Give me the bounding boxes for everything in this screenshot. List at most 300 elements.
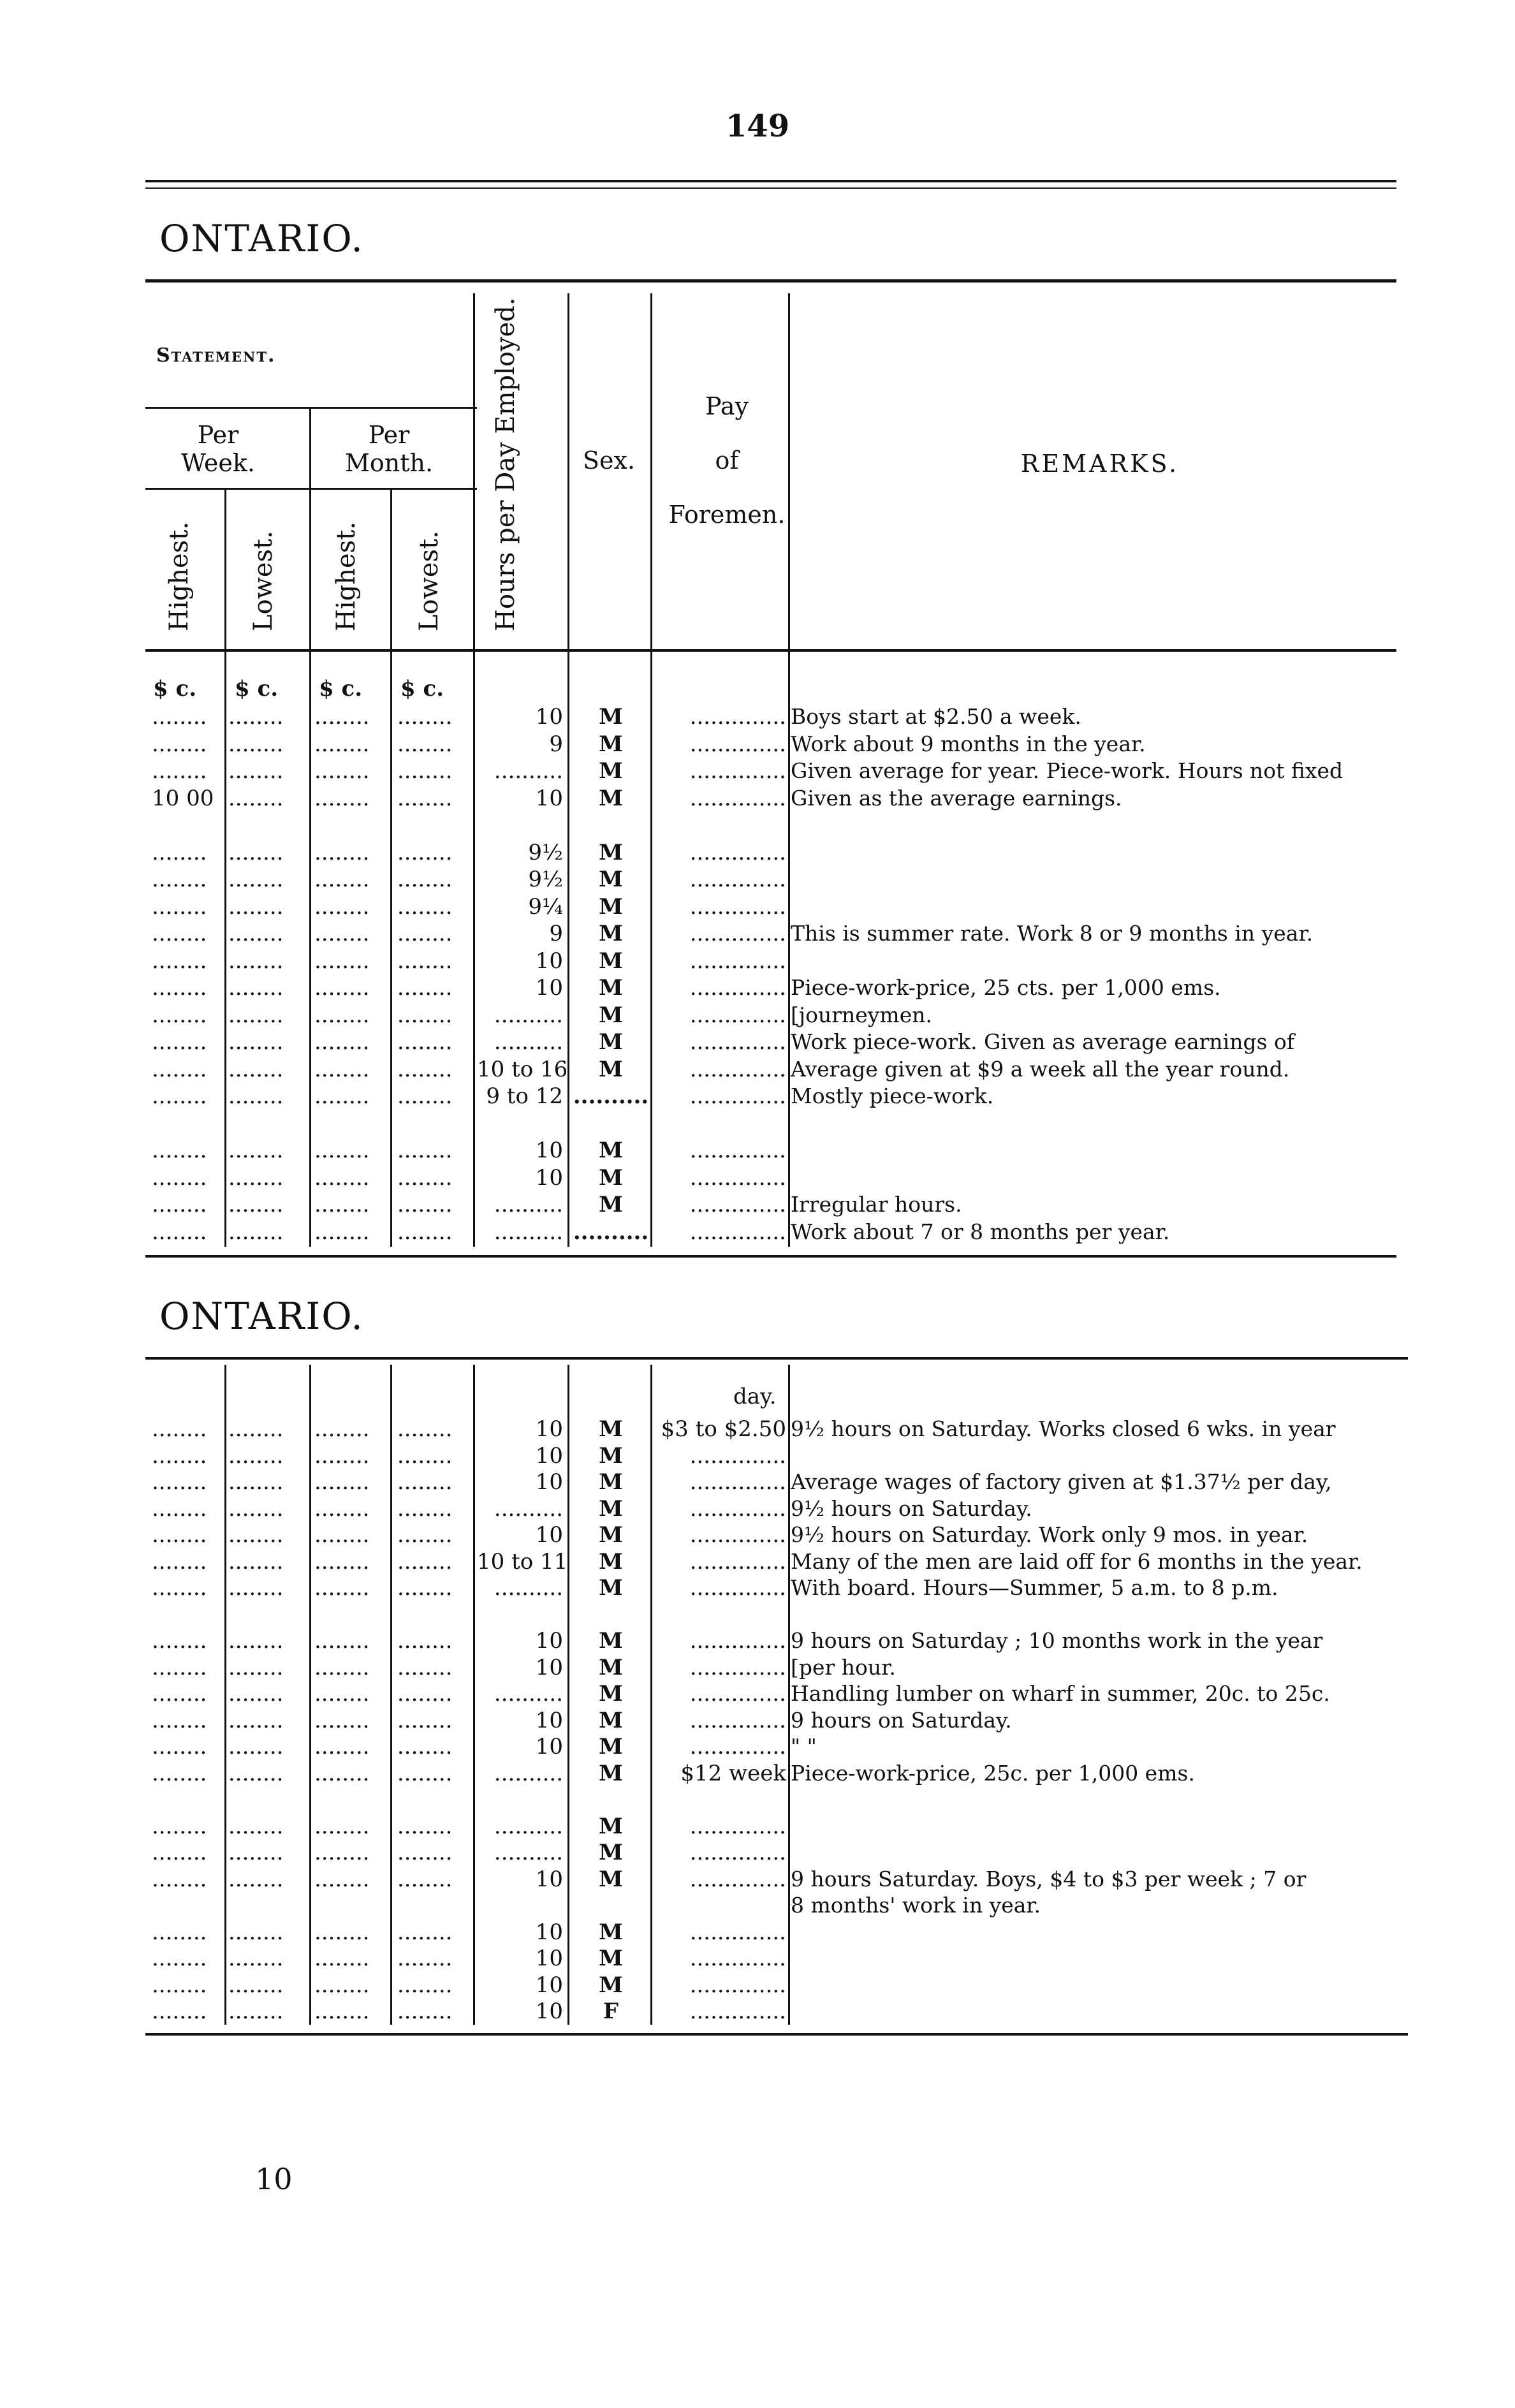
sex-cell: M — [599, 1760, 623, 1786]
highest-month-cell: ........ — [314, 893, 370, 920]
sex-cell: M — [599, 1628, 623, 1654]
section1-bottom-rule — [145, 1255, 1396, 1258]
highest-week-cell: ........ — [152, 1495, 207, 1522]
remark-cell — [791, 867, 1403, 892]
lowest-week-cell: ........ — [228, 1919, 284, 1945]
foreman-pay-cell: .............. — [689, 1919, 786, 1945]
table-row — [145, 1220, 1402, 1244]
table-row — [145, 1166, 1402, 1190]
highest-week-cell — [152, 813, 228, 837]
sex-cell: M — [599, 1056, 623, 1082]
table-row — [145, 1893, 1402, 1918]
remark-cell: Average given at $9 a week all the year round. — [791, 1056, 1290, 1082]
hours-cell: .......... — [494, 1029, 563, 1055]
remark-cell — [791, 1946, 1403, 1971]
lowest-month-cell: ........ — [397, 1056, 453, 1082]
table-row — [145, 1708, 1402, 1733]
highest-month-cell: ........ — [314, 1083, 370, 1109]
highest-month-cell — [314, 1603, 394, 1627]
sex-cell: M — [599, 1029, 623, 1055]
unit-label: $ c. — [153, 676, 197, 701]
hours-cell: .......... — [494, 1760, 563, 1786]
sex-cell: M — [599, 1972, 623, 1998]
lowest-week-cell: ........ — [228, 704, 284, 730]
sex-cell — [569, 813, 652, 837]
hours-cell: 9½ — [528, 867, 563, 892]
lowest-week-cell: ........ — [228, 1866, 284, 1892]
foreman-pay-cell: .............. — [689, 1138, 786, 1163]
foreman-pay-cell — [655, 1788, 786, 1812]
section2-bottom-rule — [145, 2033, 1408, 2036]
foreman-pay-cell: .............. — [689, 1946, 786, 1971]
foreman-pay-cell: .............. — [689, 1628, 786, 1654]
highest-month-cell: ........ — [314, 1138, 370, 1163]
top-rule — [145, 180, 1396, 182]
sex-cell: M — [599, 1919, 623, 1945]
remark-cell: Boys start at $2.50 a week. — [791, 704, 1081, 729]
foreman-pay-cell: .............. — [689, 1734, 786, 1759]
lowest-week-cell: ........ — [228, 731, 284, 757]
hours-cell: 10 — [535, 1522, 563, 1548]
highest-week-cell: ........ — [152, 1219, 207, 1245]
hours-cell: 9¼ — [528, 893, 563, 920]
highest-week-cell: ........ — [152, 1813, 207, 1839]
highest-month-cell: ........ — [314, 1056, 370, 1082]
foreman-pay-cell: .............. — [689, 704, 786, 730]
foreman-pay-cell: .............. — [689, 1813, 786, 1839]
lowest-month-cell: ........ — [397, 1813, 453, 1839]
highest-week-cell: ........ — [152, 1056, 207, 1082]
highest-week-cell: ........ — [152, 1866, 207, 1892]
sex-cell: M — [599, 1548, 623, 1575]
table-row — [145, 1946, 1402, 1971]
remark-cell: 9 hours on Saturday. — [791, 1707, 1012, 1733]
lowest-week-cell: ........ — [228, 1522, 284, 1548]
highest-week-cell: ........ — [152, 1946, 207, 1971]
lowest-week-cell — [228, 1788, 311, 1812]
foreman-pay-cell: .............. — [689, 1083, 786, 1109]
lowest-month-cell: ........ — [397, 1522, 453, 1548]
lowest-week-cell: ........ — [228, 1734, 284, 1759]
lowest-month-cell: ........ — [397, 1469, 453, 1495]
highest-week-cell — [152, 1603, 228, 1627]
highest-week-cell: 10 00 — [152, 785, 214, 811]
table-row — [145, 1523, 1402, 1547]
remark-cell: 8 months' work in year. — [791, 1893, 1041, 1918]
highest-week-cell: ........ — [152, 1416, 207, 1442]
remarks-header: REMARKS. — [1020, 450, 1180, 478]
remark-cell: Mostly piece-work. — [791, 1083, 994, 1108]
unit-label: $ c. — [400, 676, 444, 701]
remark-cell — [791, 813, 1403, 837]
remark-cell: With board. Hours—Summer, 5 a.m. to 8 p.m. — [791, 1575, 1278, 1600]
highest-week-cell: ........ — [152, 1469, 207, 1495]
lowest-month-cell: ........ — [397, 1192, 453, 1217]
highest-week-cell: ........ — [152, 1760, 207, 1786]
highest-week-cell: ........ — [152, 921, 207, 946]
foreman-pay-cell: .............. — [689, 1575, 786, 1601]
remark-cell: 9 hours on Saturday ; 10 months work in the year — [791, 1628, 1323, 1653]
remark-cell — [791, 1138, 1403, 1163]
lowest-month-cell: ........ — [397, 1029, 453, 1055]
highest-month-cell: ........ — [314, 1681, 370, 1707]
foreman-pay-cell: .............. — [689, 1522, 786, 1548]
highest-month-cell: ........ — [314, 1999, 370, 2024]
remark-cell: Work about 7 or 8 months per year. — [791, 1219, 1170, 1244]
table-row — [145, 921, 1402, 946]
table-row — [145, 759, 1402, 783]
foreman-pay-cell: .............. — [689, 1654, 786, 1680]
highest-month-cell: ........ — [314, 839, 370, 865]
lowest-week-cell: ........ — [228, 1760, 284, 1786]
sex-cell: M — [599, 893, 623, 920]
subcol-rule — [145, 488, 477, 490]
lowest-month-cell: ........ — [397, 1443, 453, 1469]
lowest-week-cell: ........ — [228, 1840, 284, 1865]
table-row — [145, 705, 1402, 729]
lowest-week-cell: ........ — [228, 1495, 284, 1522]
foreman-pay-cell: .............. — [689, 1707, 786, 1733]
remark-cell — [791, 1444, 1403, 1468]
table-row — [145, 1788, 1402, 1812]
lowest-month-cell: ........ — [397, 731, 453, 757]
table-row — [145, 1550, 1402, 1574]
hours-cell: 10 — [535, 975, 563, 1001]
lowest-week-cell — [228, 1893, 311, 1918]
hours-cell: 10 — [535, 1999, 563, 2024]
highest-month-cell: ........ — [314, 1164, 370, 1191]
highest-month-cell: ........ — [314, 921, 370, 946]
foreman-pay-cell: .............. — [689, 839, 786, 865]
foreman-pay-cell: $12 week — [680, 1760, 786, 1786]
highest-month-cell: ........ — [314, 1628, 370, 1654]
table-row — [145, 786, 1402, 811]
table-row — [145, 813, 1402, 837]
section-title: ONTARIO. — [159, 217, 364, 260]
table-row — [145, 1999, 1402, 2023]
hours-cell: .......... — [494, 1575, 563, 1601]
remark-cell — [791, 1973, 1403, 1997]
header-bottom-rule — [145, 649, 1396, 652]
lowest-month-cell: ........ — [397, 1681, 453, 1707]
unit-label: $ c. — [235, 676, 279, 701]
foreman-pay-cell: .............. — [689, 948, 786, 974]
sex-cell: M — [599, 1946, 623, 1971]
table-row — [145, 1193, 1402, 1217]
table-row — [145, 1656, 1402, 1680]
highest-month-cell: ........ — [314, 1575, 370, 1601]
lowest-month-cell: ........ — [397, 1866, 453, 1892]
hours-cell: 10 — [535, 1866, 563, 1892]
table-row — [145, 1761, 1402, 1786]
remark-cell: Handling lumber on wharf in summer, 20c. to 25c. — [791, 1681, 1330, 1706]
sex-cell: M — [599, 1002, 623, 1028]
remark-cell: This is summer rate. Work 8 or 9 months in year. — [791, 921, 1314, 946]
lowest-week-cell: ........ — [228, 1029, 284, 1055]
sex-cell: M — [599, 1575, 623, 1601]
remark-cell — [791, 1112, 1403, 1136]
highest-month-cell: ........ — [314, 1443, 370, 1469]
lowest-month-cell: ........ — [397, 1164, 453, 1191]
lowest-week-cell: ........ — [228, 1192, 284, 1217]
lowest-week-cell: ........ — [228, 1164, 284, 1191]
remark-cell: 9 hours Saturday. Boys, $4 to $3 per week ; 7 or — [791, 1866, 1306, 1891]
highest-week-cell: ........ — [152, 1083, 207, 1109]
lowest-week-cell: ........ — [228, 867, 284, 892]
highest-week-cell: ........ — [152, 948, 207, 974]
highest-week-cell: ........ — [152, 1002, 207, 1028]
table-row — [145, 1417, 1402, 1441]
highest-month-cell: ........ — [314, 1734, 370, 1759]
hours-cell: 10 — [535, 1469, 563, 1495]
lowest-month-cell: ........ — [397, 893, 453, 920]
sex-cell: M — [599, 758, 623, 784]
highest-week-cell — [152, 1893, 228, 1918]
highest-month-label: Highest. — [332, 521, 361, 631]
lowest-week-cell: ........ — [228, 1628, 284, 1654]
foreman-pay-cell — [655, 1893, 786, 1918]
remark-cell: 9½ hours on Saturday. — [791, 1495, 1032, 1521]
hours-cell: 10 — [535, 1707, 563, 1733]
foreman-pay-cell — [655, 813, 786, 837]
lowest-week-cell: ........ — [228, 1416, 284, 1442]
highest-month-cell — [314, 1788, 394, 1812]
foreman-pay-cell — [655, 1603, 786, 1627]
section2-top-rule — [145, 1357, 1408, 1360]
lowest-week-cell: ........ — [228, 1002, 284, 1028]
highest-week-cell: ........ — [152, 1138, 207, 1163]
lowest-week-cell — [228, 1112, 311, 1136]
hours-cell: 10 — [535, 1443, 563, 1469]
highest-month-cell: ........ — [314, 948, 370, 974]
lowest-month-cell: ........ — [397, 758, 453, 784]
hours-cell — [477, 1893, 563, 1918]
lowest-month-cell: ........ — [397, 1548, 453, 1575]
lowest-month-cell: ........ — [397, 1760, 453, 1786]
remark-cell: [per hour. — [791, 1654, 896, 1680]
lowest-week-cell: ........ — [228, 1083, 284, 1109]
hours-cell: .......... — [494, 758, 563, 784]
highest-week-cell — [152, 1788, 228, 1812]
highest-month-cell: ........ — [314, 1219, 370, 1245]
highest-week-cell: ........ — [152, 1522, 207, 1548]
lowest-week-cell: ........ — [228, 1219, 284, 1245]
highest-month-cell: ........ — [314, 1416, 370, 1442]
highest-week-cell: ........ — [152, 1999, 207, 2024]
remark-cell: Piece-work-price, 25c. per 1,000 ems. — [791, 1760, 1195, 1786]
foreman-pay-cell: .............. — [689, 1029, 786, 1055]
table-row — [145, 1973, 1402, 1997]
foreman-pay-cell: .............. — [689, 731, 786, 757]
sex-cell: M — [599, 1469, 623, 1495]
lowest-month-cell: ........ — [397, 839, 453, 865]
highest-month-cell: ........ — [314, 1654, 370, 1680]
hours-cell: 10 — [535, 1972, 563, 1998]
page-number: 149 — [725, 108, 790, 144]
hours-cell: 10 to 11 — [477, 1548, 568, 1575]
lowest-week-cell: ........ — [228, 975, 284, 1001]
highest-week-cell: ........ — [152, 1681, 207, 1707]
hours-cell: 10 — [535, 948, 563, 974]
hours-cell: 9½ — [528, 839, 563, 865]
foreman-pay-cell: .............. — [689, 1443, 786, 1469]
highest-week-cell: ........ — [152, 1029, 207, 1055]
foreman-pay-cell: .............. — [689, 1002, 786, 1028]
highest-month-cell: ........ — [314, 1002, 370, 1028]
highest-week-cell: ........ — [152, 1919, 207, 1945]
sex-cell: M — [599, 1164, 623, 1191]
highest-week-cell: ........ — [152, 1548, 207, 1575]
remark-cell — [791, 949, 1403, 973]
highest-month-cell: ........ — [314, 1840, 370, 1865]
table-row — [145, 1138, 1402, 1163]
foreman-pay-cell: .............. — [689, 1164, 786, 1191]
highest-month-cell: ........ — [314, 1866, 370, 1892]
highest-week-cell: ........ — [152, 839, 207, 865]
highest-week-cell: ........ — [152, 731, 207, 757]
lowest-week-cell: ........ — [228, 758, 284, 784]
highest-week-cell: ........ — [152, 1164, 207, 1191]
highest-week-cell: ........ — [152, 758, 207, 784]
remark-cell: " " — [791, 1734, 817, 1759]
sex-cell: M — [599, 1416, 623, 1442]
table-row — [145, 976, 1402, 1000]
highest-week-cell: ........ — [152, 1443, 207, 1469]
lowest-month-cell: ........ — [397, 704, 453, 730]
sex-header: Sex. — [582, 446, 636, 474]
foreman-pay-cell: .............. — [689, 1469, 786, 1495]
lowest-month-cell: ........ — [397, 1999, 453, 2024]
hours-cell — [477, 1112, 563, 1136]
remark-cell: Average wages of factory given at $1.37½ per day, — [791, 1469, 1332, 1494]
hours-cell: 9 — [549, 731, 563, 757]
highest-week-cell: ........ — [152, 1707, 207, 1733]
table-row — [145, 1057, 1402, 1082]
lowest-month-cell — [397, 1788, 477, 1812]
highest-week-cell: ........ — [152, 1972, 207, 1998]
highest-week-cell: ........ — [152, 1628, 207, 1654]
highest-month-cell: ........ — [314, 1813, 370, 1839]
foreman-pay-cell — [655, 1112, 786, 1136]
highest-week-cell — [152, 1112, 228, 1136]
sex-cell: M — [599, 867, 623, 892]
table-row — [145, 1084, 1402, 1108]
remark-cell: Piece-work-price, 25 cts. per 1,000 ems. — [791, 975, 1221, 1000]
lowest-week-cell: ........ — [228, 921, 284, 946]
highest-month-cell: ........ — [314, 1972, 370, 1998]
highest-month-cell — [314, 1112, 394, 1136]
highest-month-cell: ........ — [314, 1548, 370, 1575]
foreman-pay-cell: $3 to $2.50 — [661, 1416, 786, 1442]
lowest-week-cell: ........ — [228, 1681, 284, 1707]
lowest-month-cell: ........ — [397, 867, 453, 892]
foreman-pay-cell: .............. — [689, 867, 786, 892]
sex-cell: .......... — [573, 1219, 649, 1245]
section-title: ONTARIO. — [159, 1295, 364, 1338]
lowest-month-cell: ........ — [397, 1707, 453, 1733]
highest-week-label: Highest. — [165, 521, 194, 631]
table-row — [145, 1470, 1402, 1494]
hours-cell — [477, 1788, 563, 1812]
sex-cell: M — [599, 921, 623, 946]
highest-month-cell: ........ — [314, 975, 370, 1001]
lowest-week-cell — [228, 813, 311, 837]
lowest-week-cell — [228, 1603, 311, 1627]
hours-cell: .......... — [494, 1495, 563, 1522]
hours-cell: .......... — [494, 1192, 563, 1217]
sex-cell: M — [599, 785, 623, 811]
hours-cell: .......... — [494, 1681, 563, 1707]
remark-cell — [791, 1840, 1403, 1865]
lowest-week-cell: ........ — [228, 1813, 284, 1839]
top-rule-thin — [145, 187, 1396, 189]
sex-cell — [569, 1893, 652, 1918]
sex-cell: M — [599, 948, 623, 974]
hours-cell: 10 — [535, 1416, 563, 1442]
lowest-month-cell — [397, 1112, 477, 1136]
remark-cell — [791, 841, 1403, 865]
hours-cell: 10 — [535, 1734, 563, 1759]
hours-cell: 10 — [535, 1628, 563, 1654]
lowest-month-cell: ........ — [397, 785, 453, 811]
highest-month-cell: ........ — [314, 1029, 370, 1055]
pay-header: Pay — [705, 392, 749, 420]
highest-month-cell — [314, 1893, 394, 1918]
highest-week-cell: ........ — [152, 1575, 207, 1601]
sex-cell: M — [599, 1840, 623, 1865]
remark-cell: Many of the men are laid off for 6 months in the year. — [791, 1548, 1363, 1574]
highest-month-cell: ........ — [314, 785, 370, 811]
lowest-week-cell: ........ — [228, 839, 284, 865]
lowest-month-cell — [397, 1893, 477, 1918]
lowest-month-cell: ........ — [397, 1840, 453, 1865]
hours-cell: .......... — [494, 1002, 563, 1028]
table-row — [145, 1003, 1402, 1027]
remark-cell — [791, 1814, 1403, 1839]
lowest-month-cell: ........ — [397, 1416, 453, 1442]
table-row — [145, 867, 1402, 892]
lowest-month-cell — [397, 1603, 477, 1627]
highest-month-cell: ........ — [314, 1707, 370, 1733]
foreman-pay-cell: .............. — [689, 893, 786, 920]
hours-cell: 9 — [549, 921, 563, 946]
sex-cell: M — [599, 1707, 623, 1733]
lowest-week-cell: ........ — [228, 785, 284, 811]
hours-cell: 10 — [535, 1654, 563, 1680]
highest-week-cell: ........ — [152, 1654, 207, 1680]
remark-cell: Given as the average earnings. — [791, 785, 1122, 811]
sex-cell: M — [599, 704, 623, 730]
remark-cell: Irregular hours. — [791, 1192, 962, 1217]
hours-cell: .......... — [494, 1219, 563, 1245]
sex-cell: M — [599, 1681, 623, 1707]
sex-cell: M — [599, 1813, 623, 1839]
foreman-pay-cell: .............. — [689, 1972, 786, 1998]
sex-cell: F — [603, 1999, 619, 2024]
footer-number: 10 — [255, 2162, 293, 2196]
per-month-label: Per Month. — [344, 421, 434, 477]
hours-cell: 10 — [535, 1138, 563, 1163]
hours-cell: 10 — [535, 785, 563, 811]
remark-cell — [791, 895, 1403, 919]
highest-month-cell: ........ — [314, 1760, 370, 1786]
unit-label: $ c. — [319, 676, 363, 701]
highest-month-cell: ........ — [314, 1946, 370, 1971]
remark-cell: Work about 9 months in the year. — [791, 731, 1146, 756]
table-row — [145, 1603, 1402, 1627]
table-row — [145, 1814, 1402, 1839]
lowest-month-cell — [397, 813, 477, 837]
